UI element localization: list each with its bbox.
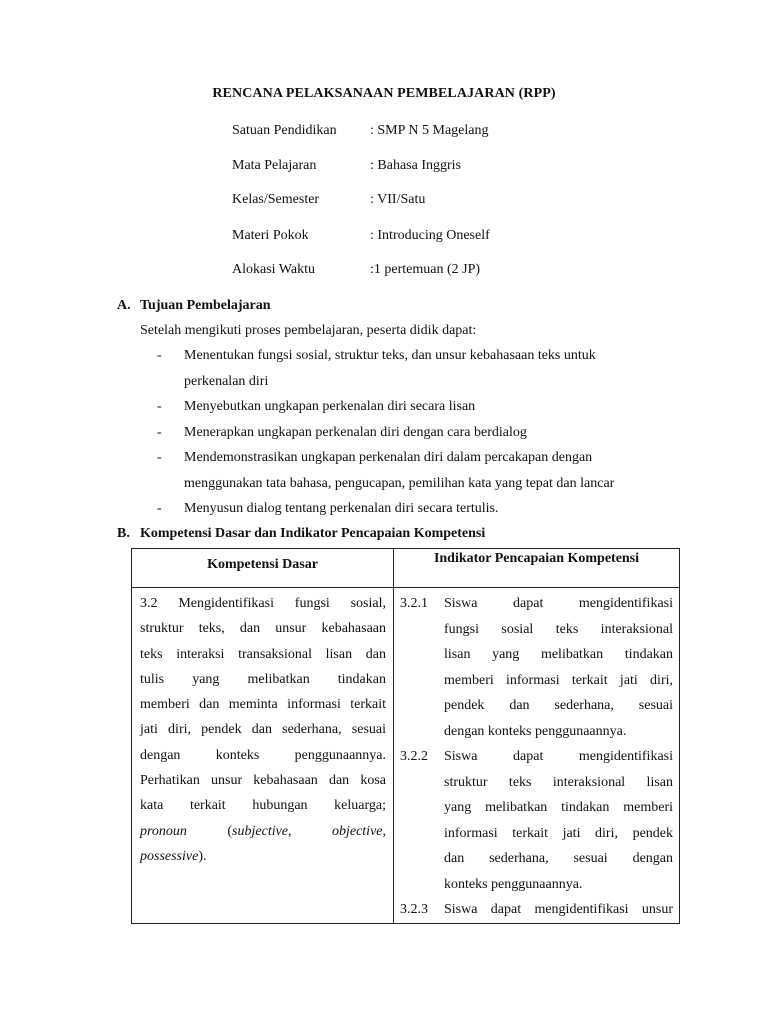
indicator-line: yang melibatkan tindakan memberi [444,800,673,815]
kd-line: dengan konteks penggunaannya. [140,747,386,763]
bullet-line: menggunakan tata bahasa, pengucapan, pemilihan kata yang tepat dan lancar [184,475,615,491]
section-a-intro: Setelah mengikuti proses pembelajaran, peserta didik dapat: [140,323,477,338]
kd-punct: ( [227,823,233,839]
kd-line-italic [140,819,386,844]
bullet-dash: - [157,348,162,363]
kd-line: 3.2 Mengidentifikasi fungsi sosial, [140,596,386,611]
indicator-cell [394,588,680,924]
column-header-indikator: Indikator Pencapaian Kompetensi [394,549,680,588]
indicator-line: informasi terkait jati diri, pendek [444,825,673,841]
indicator-number: 3.2.2 [400,749,428,764]
kd-line: memberi dan meminta informasi terkait [140,697,386,713]
bullet-dash: - [157,501,162,516]
indicator-item [400,591,673,744]
kd-italic-term: pronoun [140,823,187,839]
indicator-line: dengan konteks penggunaannya. [444,723,627,739]
kd-line: jati diri, pendek dan sederhana, sesuai [140,722,386,738]
section-title: Kompetensi Dasar dan Indikator Pencapaian Kompetensi [140,526,486,541]
info-value: : SMP N 5 Magelang [370,123,489,138]
indicator-item [400,744,673,897]
section-letter: A. [117,298,131,313]
competency-table [131,548,680,924]
info-value: : VII/Satu [370,192,426,207]
indicator-item [400,897,673,923]
section-letter: B. [117,526,130,541]
kd-punct: , [288,823,292,839]
indicator-line: Siswa dapat mengidentifikasi unsur [444,902,673,917]
kd-punct: ). [198,848,207,864]
info-label: Mata Pelajaran [232,158,317,173]
kd-cell [132,588,394,924]
info-label: Materi Pokok [232,228,309,243]
info-value: : Introducing Oneself [370,228,490,243]
indicator-line: Siswa dapat mengidentifikasi [444,749,673,764]
info-label: Satuan Pendidikan [232,123,337,138]
bullet-dash: - [157,399,162,414]
kd-italic-term: objective [331,823,383,839]
info-value: : Bahasa Inggris [370,158,461,173]
bullet-line: perkenalan diri [184,373,269,389]
bullet-line: Menentukan fungsi sosial, struktur teks, dan unsur kebahasaan teks untuk [184,348,596,363]
kd-line: tulis yang melibatkan tindakan [140,671,386,687]
kd-line: teks interaksi transaksional lisan dan [140,646,386,662]
kd-line: kata terkait hubungan keluarga; [140,798,386,814]
indicator-number: 3.2.1 [400,596,428,611]
document-title: RENCANA PELAKSANAAN PEMBELAJARAN (RPP) [212,86,556,101]
info-value: :1 pertemuan (2 JP) [370,262,481,277]
indicator-line: pendek dan sederhana, sesuai [444,698,673,713]
indicator-line: fungsi sosial teks interaksional [444,621,673,637]
kd-line-italic [140,844,386,869]
kd-line: struktur teks, dan unsur kebahasaan [140,621,386,637]
table-header-row [132,549,680,588]
indicator-line: dan sederhana, sesuai dengan [444,851,673,866]
bullet-line: Mendemonstrasikan ungkapan perkenalan diri dalam percakapan dengan [184,450,593,465]
bullet-dash: - [157,450,162,465]
bullet-line: Menerapkan ungkapan perkenalan diri dengan cara berdialog [184,425,527,440]
bullet-dash: - [157,425,162,440]
indicator-number: 3.2.3 [400,902,428,917]
column-header-kompetensi-dasar: Kompetensi Dasar [132,549,394,588]
indicator-line: struktur teks interaksional lisan [444,774,673,790]
kd-italic-term: subjective [232,823,289,839]
info-label: Alokasi Waktu [232,262,315,277]
indicator-line: lisan yang melibatkan tindakan [444,647,673,662]
indicator-line: konteks penggunaannya. [444,876,583,892]
indicator-line: memberi informasi terkait jati diri, [444,672,673,688]
section-b-heading [117,524,485,544]
indicator-line: Siswa dapat mengidentifikasi [444,596,673,611]
section-title: Tujuan Pembelajaran [140,298,271,313]
section-a-heading [117,296,271,316]
kd-line: Perhatikan unsur kebahasaan dan kosa [140,773,386,789]
kd-punct: , [382,823,386,839]
table-row [132,588,680,924]
bullet-line: Menyusun dialog tentang perkenalan diri secara tertulis. [184,501,499,516]
info-label: Kelas/Semester [232,192,320,207]
bullet-line: Menyebutkan ungkapan perkenalan diri secara lisan [184,399,476,414]
kd-italic-term: possessive [140,848,199,864]
